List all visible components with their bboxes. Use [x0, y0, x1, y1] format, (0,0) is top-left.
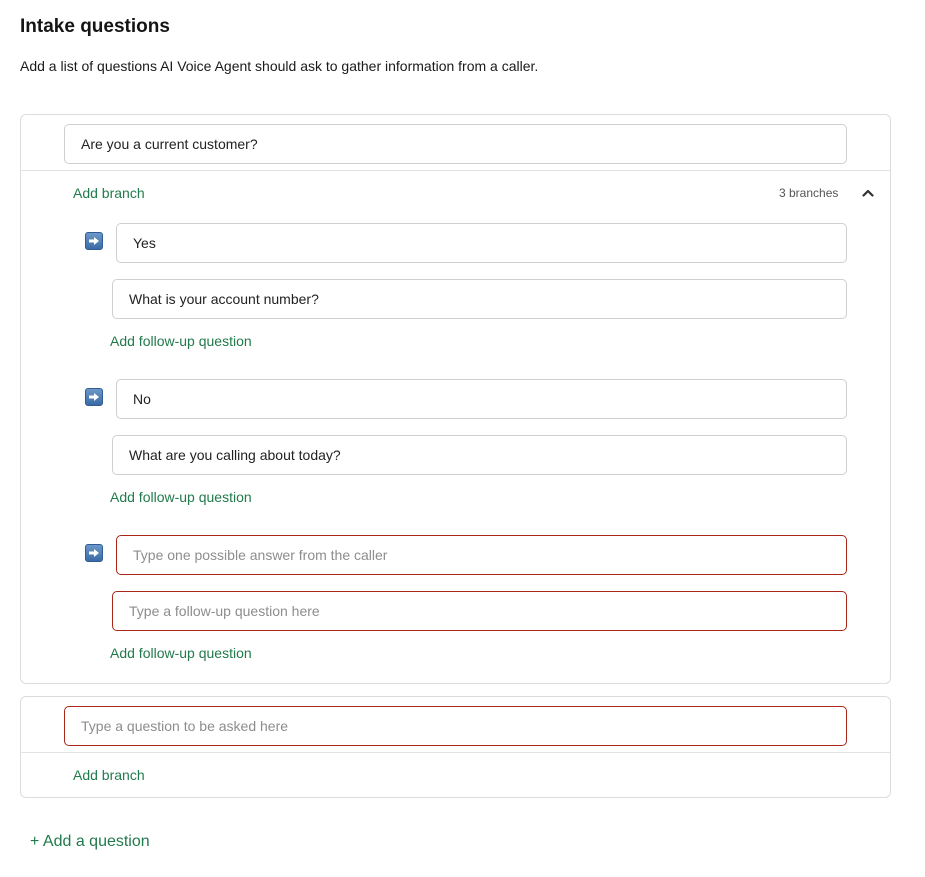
add-question-button[interactable]: + Add a question [30, 833, 150, 850]
question-card [20, 114, 891, 684]
right-arrow-icon [85, 388, 103, 406]
add-follow-up-link[interactable]: Add follow-up question [110, 489, 252, 505]
right-arrow-icon [85, 232, 103, 250]
question-card [20, 696, 891, 798]
card-divider [21, 170, 890, 171]
page-subtitle: Add a list of questions AI Voice Agent should ask to gather information from a caller. [20, 58, 539, 74]
question-input[interactable]: Are you a current customer? [64, 124, 847, 164]
chevron-up-icon[interactable] [860, 185, 876, 201]
question-input[interactable]: Type a question to be asked here [64, 706, 847, 746]
add-branch-link[interactable]: Add branch [73, 185, 145, 201]
right-arrow-icon [85, 544, 103, 562]
page-title: Intake questions [20, 16, 170, 37]
card-divider [21, 752, 890, 753]
follow-up-question-input[interactable]: Type a follow-up question here [112, 591, 847, 631]
branch-answer-input[interactable]: Type one possible answer from the caller [116, 535, 847, 575]
follow-up-question-input[interactable]: What are you calling about today? [112, 435, 847, 475]
branch-count-label: 3 branches [779, 186, 839, 200]
add-branch-link[interactable]: Add branch [73, 767, 145, 783]
add-follow-up-link[interactable]: Add follow-up question [110, 645, 252, 661]
add-follow-up-link[interactable]: Add follow-up question [110, 333, 252, 349]
branch-answer-input[interactable]: No [116, 379, 847, 419]
follow-up-question-input[interactable]: What is your account number? [112, 279, 847, 319]
branch-answer-input[interactable]: Yes [116, 223, 847, 263]
